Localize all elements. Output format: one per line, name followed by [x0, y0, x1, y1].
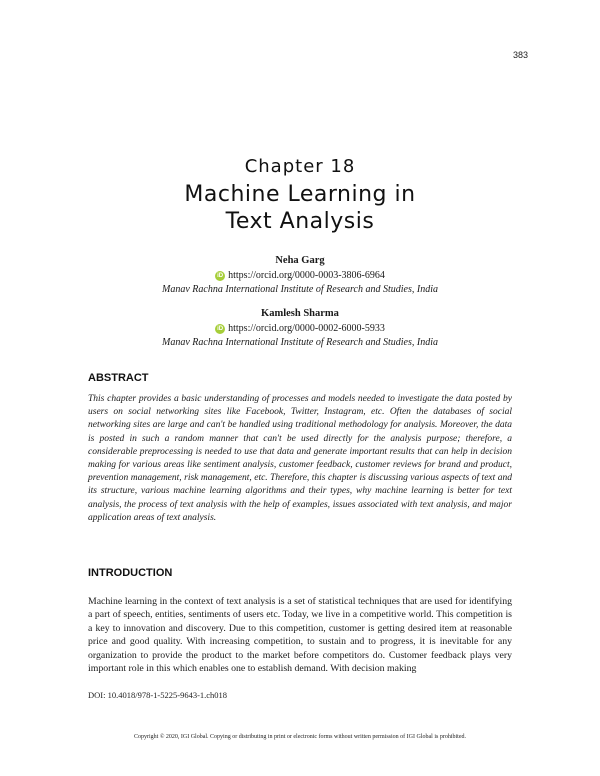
orcid-link[interactable]: https://orcid.org/0000-0003-3806-6964	[228, 270, 385, 281]
copyright-notice: Copyright © 2020, IGI Global. Copying or distributing in print or electronic forms without written permission of IGI Global is prohibited.	[133, 734, 466, 740]
author-name: Kamlesh Sharma	[261, 308, 339, 319]
author-block-2	[0, 307, 600, 350]
author-name: Neha Garg	[275, 255, 325, 266]
chapter-label: Chapter 18	[244, 156, 356, 177]
author-block-1	[0, 254, 600, 297]
doi: DOI: 10.4018/978-1-5225-9643-1.ch018	[88, 690, 228, 700]
orcid-line	[0, 321, 600, 336]
introduction-text: Machine learning in the context of text analysis is a set of statistical techniques that are used for identifying a part of speech, entities, sentiments of users etc. Today, we live in a competitive world. This competition is a key to innovation and discovery. Due to this competition, customer is getting desired item at reasonable price and good quality. With increasing competition, to sustain and to progress, it is inevitable for any organization to provide the product to the market before competitors do. Customer feedback plays very important role in this which enables one to establish demand. With decision making	[88, 596, 512, 675]
abstract-text: This chapter provides a basic understanding of processes and models needed to investigate the data posted by users on social networking sites like Facebook, Twitter, Instagram, etc. Often the databases of social networking sites are large and can't be handled using traditional methodology for analysis. Moreover, the data is posted in such a random manner that can't be used directly for the analysis purpose; therefore, a considerable preprocessing is needed to use that data and generate important results that can help in decision making for various areas like sentiment analysis, customer feedback, customer reviews for brand and product, prevention management, risk management, etc. Therefore, this chapter is discussing various aspects of text and its structure, various machine learning algorithms and their types, why machine learning is better for text analysis, the process of text analysis with the help of examples, issues associated with text analysis, and major application areas of text analysis.	[88, 394, 512, 523]
chapter-title-line-1: Machine Learning in	[184, 182, 416, 207]
orcid-link[interactable]: https://orcid.org/0000-0002-6000-5933	[228, 323, 385, 334]
introduction-heading: INTRODUCTION	[88, 567, 173, 579]
author-affiliation: Manav Rachna International Institute of Research and Studies, India	[162, 337, 438, 348]
orcid-line	[0, 268, 600, 283]
page-number: 383	[512, 50, 528, 60]
chapter-title	[0, 181, 600, 235]
orcid-icon: iD	[217, 272, 224, 279]
abstract-heading: ABSTRACT	[88, 372, 149, 384]
orcid-icon: iD	[217, 325, 224, 332]
author-affiliation: Manav Rachna International Institute of Research and Studies, India	[162, 284, 438, 295]
chapter-title-line-2: Text Analysis	[225, 209, 375, 234]
